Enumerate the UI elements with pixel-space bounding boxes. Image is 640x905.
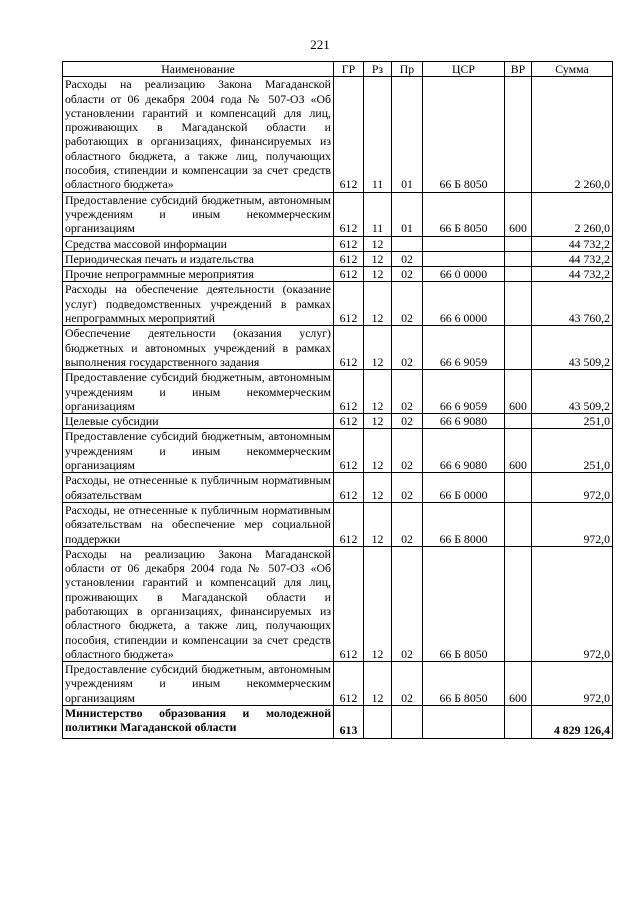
cell-name: Предоставление субсидий бюджетным, автономным учреждениям и иным некоммерческим организациям <box>63 192 334 236</box>
cell-rz: 12 <box>364 370 392 414</box>
cell-name: Расходы, не отнесенные к публичным нормативным обязательствам на обеспечение мер социальной поддержки <box>63 502 334 546</box>
cell-name: Министерство образования и молодежной политики Магаданской области <box>63 706 334 739</box>
table-row <box>63 473 613 503</box>
table-row <box>63 236 613 251</box>
cell-sum: 972,0 <box>532 473 613 503</box>
cell-vr <box>505 77 532 192</box>
cell-name: Целевые субсидии <box>63 414 334 429</box>
cell-gr: 612 <box>334 370 364 414</box>
cell-vr <box>505 282 532 326</box>
cell-name: Обеспечение деятельности (оказания услуг) бюджетных и автономных учреждений в рамках выполнения государственного задания <box>63 326 334 370</box>
table-row <box>63 192 613 236</box>
cell-csr: 66 Б 8050 <box>423 546 505 661</box>
cell-name: Предоставление субсидий бюджетным, автономным учреждениям и иным некоммерческим организациям <box>63 429 334 473</box>
cell-rz: 12 <box>364 546 392 661</box>
cell-pr: 01 <box>392 77 423 192</box>
cell-vr <box>505 502 532 546</box>
budget-table <box>62 61 613 739</box>
table-row <box>63 662 613 706</box>
cell-sum: 972,0 <box>532 546 613 661</box>
cell-sum: 2 260,0 <box>532 192 613 236</box>
cell-csr <box>423 236 505 251</box>
page-number: 221 <box>310 37 330 52</box>
cell-gr: 612 <box>334 546 364 661</box>
cell-sum: 972,0 <box>532 662 613 706</box>
cell-csr: 66 6 0000 <box>423 282 505 326</box>
cell-pr: 02 <box>392 370 423 414</box>
cell-sum: 972,0 <box>532 502 613 546</box>
cell-name: Расходы, не отнесенные к публичным нормативным обязательствам <box>63 473 334 503</box>
cell-vr <box>505 267 532 282</box>
header-name: Наименование <box>63 62 334 77</box>
cell-pr: 02 <box>392 326 423 370</box>
cell-name: Прочие непрограммные мероприятия <box>63 267 334 282</box>
cell-rz: 12 <box>364 662 392 706</box>
cell-vr <box>505 473 532 503</box>
cell-pr: 02 <box>392 282 423 326</box>
cell-rz: 12 <box>364 282 392 326</box>
cell-sum: 251,0 <box>532 429 613 473</box>
cell-rz: 12 <box>364 251 392 266</box>
header-sum: Сумма <box>532 62 613 77</box>
cell-csr: 66 Б 8050 <box>423 192 505 236</box>
cell-rz: 12 <box>364 473 392 503</box>
header-vr: ВР <box>505 62 532 77</box>
cell-csr: 66 6 9080 <box>423 414 505 429</box>
cell-sum: 44 732,2 <box>532 267 613 282</box>
cell-gr: 612 <box>334 77 364 192</box>
cell-gr: 613 <box>334 706 364 739</box>
cell-gr: 612 <box>334 429 364 473</box>
cell-pr: 02 <box>392 414 423 429</box>
cell-vr <box>505 251 532 266</box>
cell-pr <box>392 706 423 739</box>
cell-name: Периодическая печать и издательства <box>63 251 334 266</box>
table-row <box>63 282 613 326</box>
cell-pr: 02 <box>392 267 423 282</box>
cell-pr: 01 <box>392 192 423 236</box>
cell-rz: 12 <box>364 326 392 370</box>
cell-sum: 43 760,2 <box>532 282 613 326</box>
cell-rz: 12 <box>364 414 392 429</box>
cell-sum: 43 509,2 <box>532 370 613 414</box>
table-row <box>63 251 613 266</box>
cell-vr <box>505 236 532 251</box>
cell-gr: 612 <box>334 662 364 706</box>
cell-vr <box>505 546 532 661</box>
cell-gr: 612 <box>334 282 364 326</box>
cell-rz: 12 <box>364 236 392 251</box>
header-pr: Пр <box>392 62 423 77</box>
cell-gr: 612 <box>334 326 364 370</box>
cell-name: Расходы на обеспечение деятельности (оказание услуг) подведомственных учреждений в рамках непрограммных мероприятий <box>63 282 334 326</box>
cell-vr <box>505 326 532 370</box>
cell-pr: 02 <box>392 251 423 266</box>
table-row <box>63 370 613 414</box>
cell-gr: 612 <box>334 473 364 503</box>
cell-sum: 4 829 126,4 <box>532 706 613 739</box>
cell-pr: 02 <box>392 662 423 706</box>
cell-vr <box>505 414 532 429</box>
cell-csr: 66 6 9080 <box>423 429 505 473</box>
cell-csr <box>423 706 505 739</box>
cell-csr: 66 Б 8050 <box>423 77 505 192</box>
table-row <box>63 267 613 282</box>
cell-csr <box>423 251 505 266</box>
cell-csr: 66 Б 0000 <box>423 473 505 503</box>
cell-gr: 612 <box>334 414 364 429</box>
table-row <box>63 77 613 192</box>
cell-rz: 12 <box>364 267 392 282</box>
header-csr: ЦСР <box>423 62 505 77</box>
cell-name: Расходы на реализацию Закона Магаданской области от 06 декабря 2004 года № 507-ОЗ «Об установлении гарантий и компенсаций для лиц, проживающих в Магаданской области и работающих в организациях, финансируемых из областного бюджета, а также лиц, получающих пособия, стипендии и компенсации за счет средств областного бюджета» <box>63 77 334 192</box>
cell-rz: 12 <box>364 429 392 473</box>
cell-csr: 66 Б 8050 <box>423 662 505 706</box>
table-row <box>63 546 613 661</box>
cell-gr: 612 <box>334 251 364 266</box>
cell-rz: 12 <box>364 502 392 546</box>
cell-rz: 11 <box>364 77 392 192</box>
table-header-row <box>63 62 613 77</box>
table-row <box>63 326 613 370</box>
cell-name: Предоставление субсидий бюджетным, автономным учреждениям и иным некоммерческим организациям <box>63 662 334 706</box>
cell-pr: 02 <box>392 473 423 503</box>
cell-sum: 251,0 <box>532 414 613 429</box>
header-gr: ГР <box>334 62 364 77</box>
cell-gr: 612 <box>334 236 364 251</box>
table-row <box>63 502 613 546</box>
cell-vr: 600 <box>505 662 532 706</box>
cell-vr: 600 <box>505 370 532 414</box>
cell-pr: 02 <box>392 502 423 546</box>
cell-vr: 600 <box>505 192 532 236</box>
cell-csr: 66 0 0000 <box>423 267 505 282</box>
cell-name: Предоставление субсидий бюджетным, автономным учреждениям и иным некоммерческим организациям <box>63 370 334 414</box>
cell-vr: 600 <box>505 429 532 473</box>
cell-gr: 612 <box>334 192 364 236</box>
cell-name: Расходы на реализацию Закона Магаданской области от 06 декабря 2004 года № 507-ОЗ «Об установлении гарантий и компенсаций для лиц, проживающих в Магаданской области и работающих в организациях, финансируемых из областного бюджета, а также лиц, получающих пособия, стипендии и компенсации за счет средств областного бюджета» <box>63 546 334 661</box>
table-row <box>63 706 613 739</box>
table-row <box>63 414 613 429</box>
cell-gr: 612 <box>334 267 364 282</box>
cell-rz: 11 <box>364 192 392 236</box>
cell-csr: 66 Б 8000 <box>423 502 505 546</box>
header-rz: Рз <box>364 62 392 77</box>
cell-csr: 66 6 9059 <box>423 370 505 414</box>
table-row <box>63 429 613 473</box>
cell-pr: 02 <box>392 546 423 661</box>
cell-sum: 2 260,0 <box>532 77 613 192</box>
cell-vr <box>505 706 532 739</box>
cell-gr: 612 <box>334 502 364 546</box>
cell-rz <box>364 706 392 739</box>
cell-sum: 43 509,2 <box>532 326 613 370</box>
cell-sum: 44 732,2 <box>532 236 613 251</box>
cell-name: Средства массовой информации <box>63 236 334 251</box>
cell-pr: 02 <box>392 429 423 473</box>
cell-sum: 44 732,2 <box>532 251 613 266</box>
cell-csr: 66 6 9059 <box>423 326 505 370</box>
cell-pr <box>392 236 423 251</box>
